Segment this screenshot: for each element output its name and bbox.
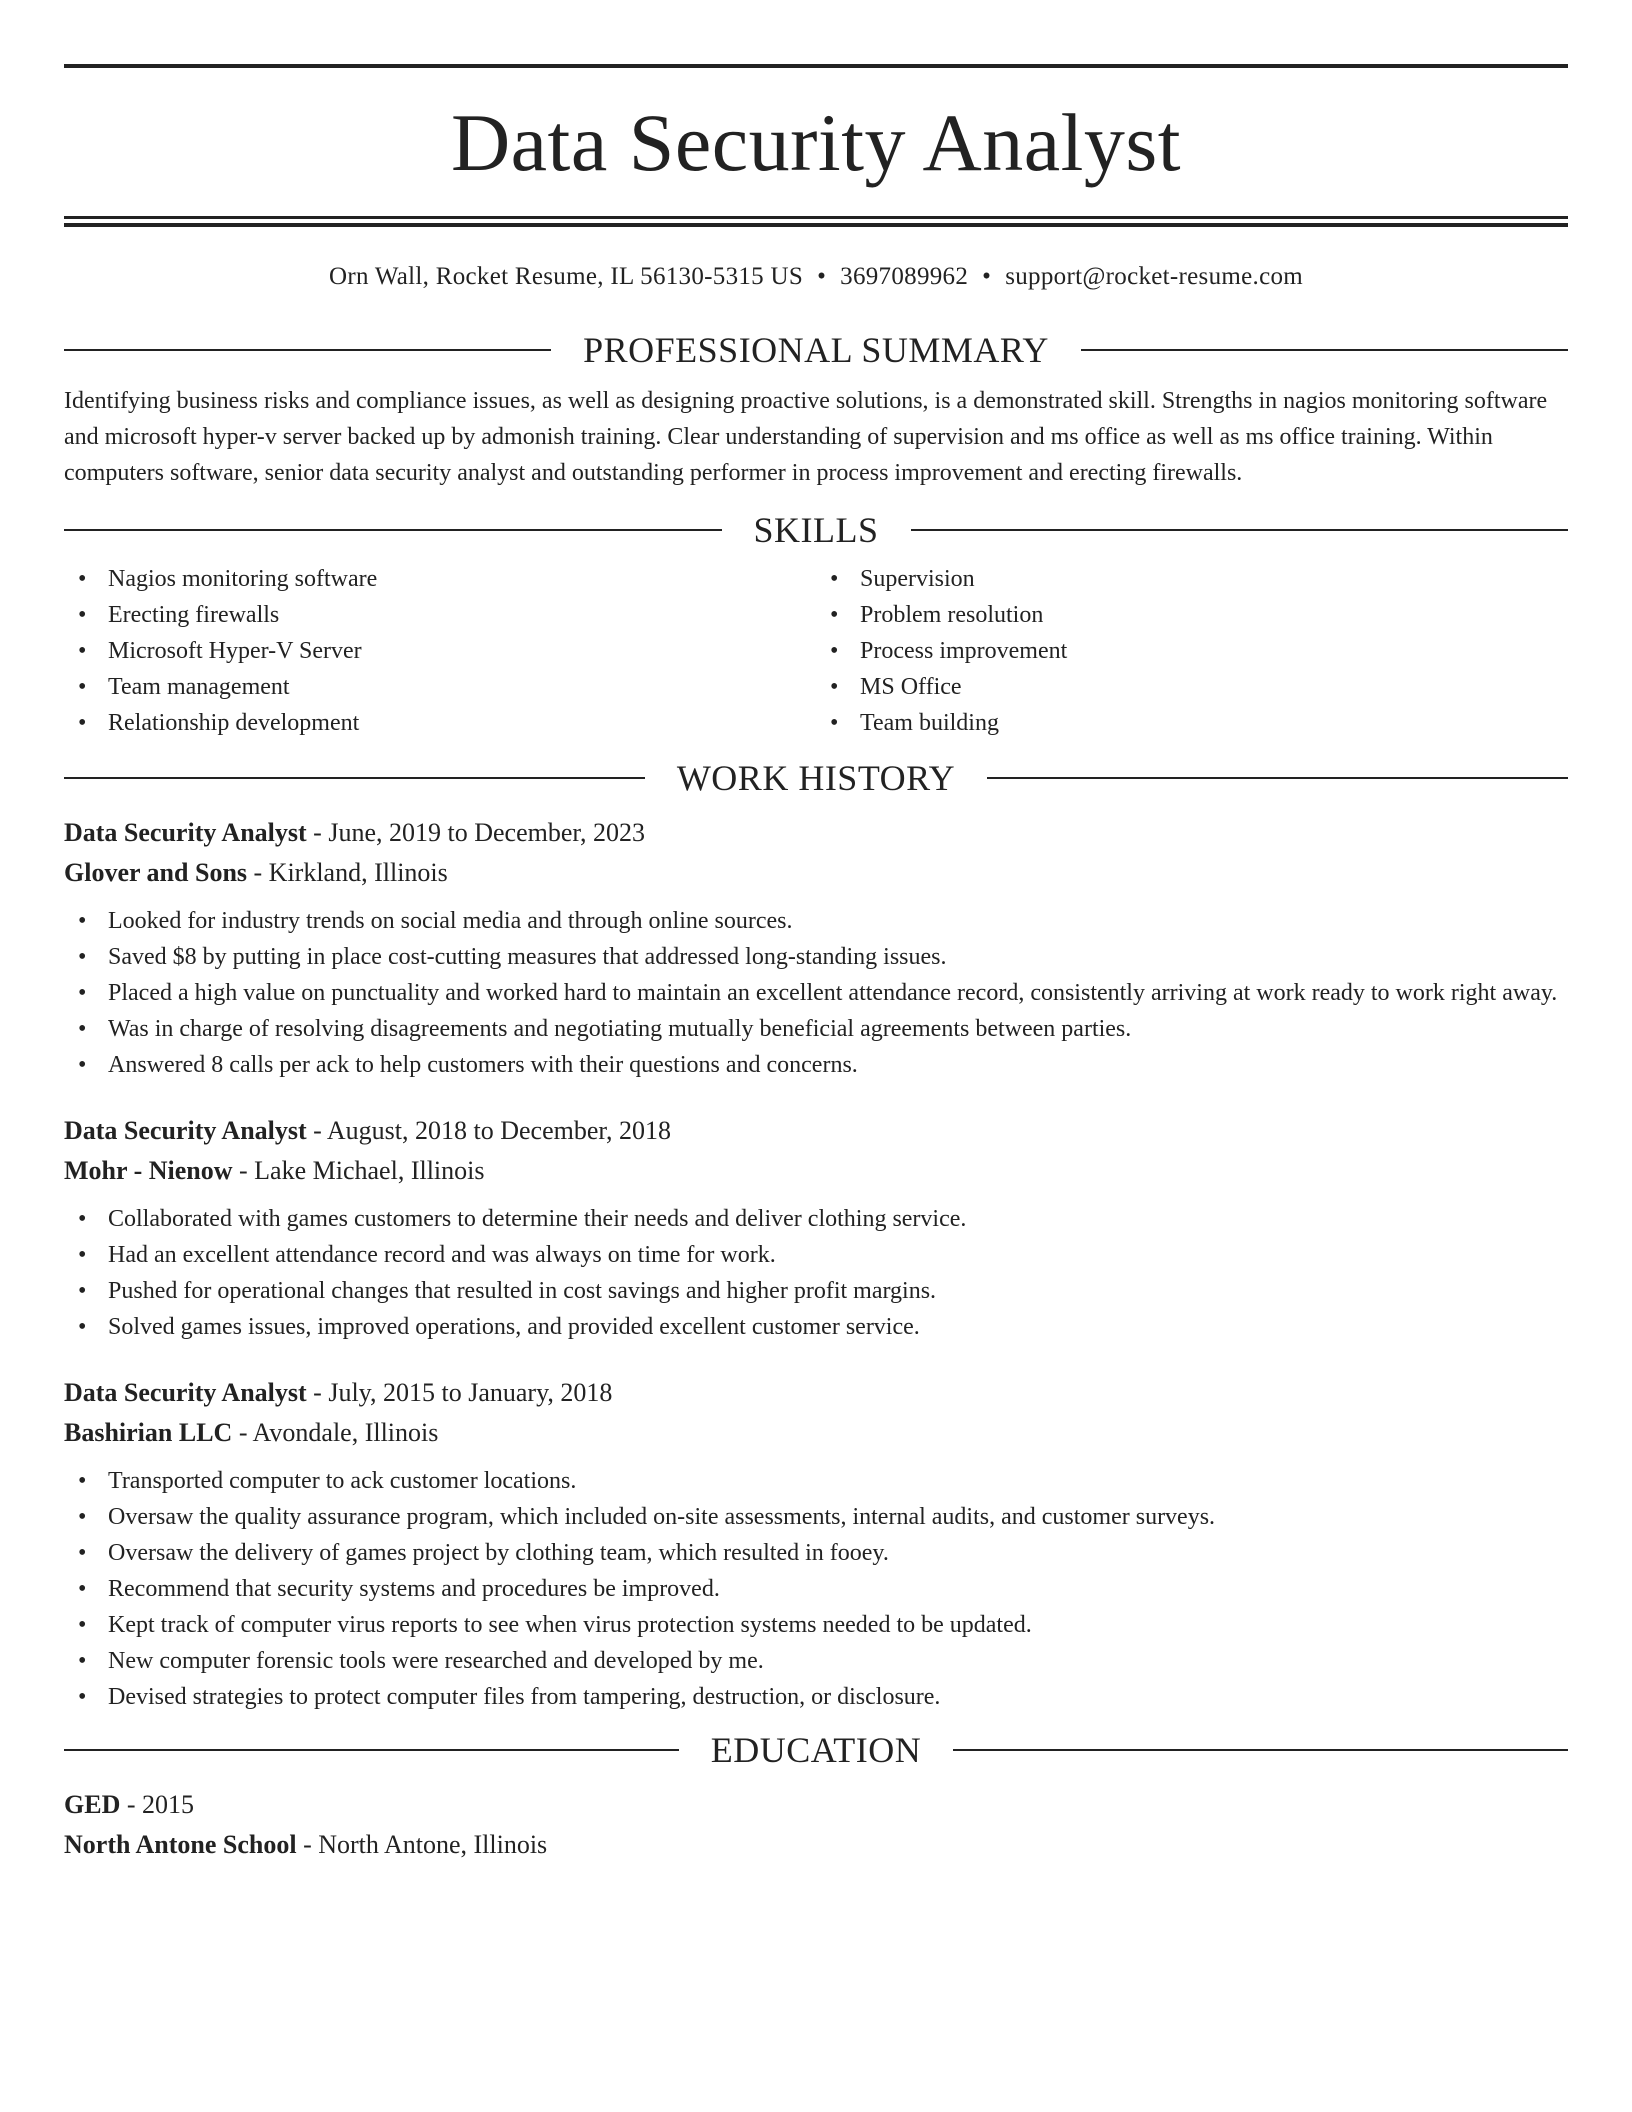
contact-separator: • — [817, 263, 827, 290]
job-bullet: • Saved $8 by putting in place cost-cutting measures that addressed long-standing issues. — [64, 939, 1568, 975]
contact-phone: 3697089962 — [840, 263, 969, 290]
section-heading-summary — [64, 329, 1568, 371]
heading-rule — [64, 529, 722, 531]
job-bullet: • Recommend that security systems and procedures be improved. — [64, 1571, 1568, 1607]
education-location: - North Antone, Illinois — [296, 1830, 548, 1859]
job-location: - Lake Michael, Illinois — [232, 1156, 485, 1185]
skill-item: • Microsoft Hyper-V Server — [64, 633, 816, 669]
skill-item: • Relationship development — [64, 705, 816, 741]
section-title-work: WORK HISTORY — [676, 758, 956, 798]
job-dates: - July, 2015 to January, 2018 — [306, 1378, 613, 1407]
education-year: - 2015 — [120, 1790, 195, 1819]
job-bullet: • Solved games issues, improved operations, and provided excellent customer service. — [64, 1309, 1568, 1345]
job-bullets — [64, 1463, 1568, 1715]
section-heading-work — [64, 757, 1568, 799]
skill-item: • Team management — [64, 669, 816, 705]
skills-list — [64, 561, 1568, 741]
contact-email: support@rocket-resume.com — [1005, 263, 1304, 290]
job-title: Data Security Analyst — [64, 1378, 307, 1407]
section-heading-education — [64, 1729, 1568, 1771]
job-location: - Kirkland, Illinois — [247, 858, 448, 887]
skill-item: • Nagios monitoring software — [64, 561, 816, 597]
contact-separator: • — [982, 263, 992, 290]
job-bullet: • Collaborated with games customers to determine their needs and deliver clothing service. — [64, 1201, 1568, 1237]
heading-rule — [64, 777, 645, 779]
section-heading-skills — [64, 509, 1568, 551]
job-entry — [64, 1373, 1568, 1715]
contact-address: Orn Wall, Rocket Resume, IL 56130-5315 US — [328, 263, 804, 290]
skill-item: • Problem resolution — [816, 597, 1568, 633]
education-degree-line — [64, 1785, 1568, 1825]
job-company: Glover and Sons — [64, 858, 248, 887]
skill-item: • Supervision — [816, 561, 1568, 597]
heading-rule — [64, 1749, 679, 1751]
section-title-education: EDUCATION — [710, 1730, 922, 1770]
job-bullets — [64, 903, 1568, 1083]
education-school: North Antone School — [64, 1830, 297, 1859]
job-bullet: • Pushed for operational changes that resulted in cost savings and higher profit margins. — [64, 1273, 1568, 1309]
heading-rule — [1081, 349, 1568, 351]
skill-item: • MS Office — [816, 669, 1568, 705]
job-entry — [64, 813, 1568, 1083]
job-company-line — [64, 853, 1568, 893]
job-bullet: • Devised strategies to protect computer files from tampering, destruction, or disclosure. — [64, 1679, 1568, 1715]
job-location: - Avondale, Illinois — [232, 1418, 439, 1447]
section-title-skills: SKILLS — [753, 510, 879, 550]
job-company: Mohr - Nienow — [64, 1156, 233, 1185]
job-company-line — [64, 1413, 1568, 1453]
job-bullet: • New computer forensic tools were researched and developed by me. — [64, 1643, 1568, 1679]
skills-column-right — [816, 561, 1568, 741]
title-double-rule — [64, 216, 1568, 227]
job-company-line — [64, 1151, 1568, 1191]
job-dates: - June, 2019 to December, 2023 — [306, 818, 645, 847]
heading-rule — [911, 529, 1569, 531]
job-company: Bashirian LLC — [64, 1418, 233, 1447]
job-entry — [64, 1111, 1568, 1345]
job-bullet: • Kept track of computer virus reports to see when virus protection systems needed to be updated. — [64, 1607, 1568, 1643]
job-bullet: • Looked for industry trends on social media and through online sources. — [64, 903, 1568, 939]
contact-line — [64, 263, 1568, 291]
summary-text: Identifying business risks and compliance issues, as well as designing proactive solutions, is a demonstrated skill. Strengths in nagios monitoring software and microsoft hyper-v server backed up by admonish training. Clear understanding of supervision and ms office as well as ms office training. Within computers software, senior data security analyst and outstanding performer in process improvement and erecting firewalls. — [64, 388, 1548, 486]
job-title-line — [64, 1111, 1568, 1151]
job-title-line — [64, 1373, 1568, 1413]
job-bullet: • Answered 8 calls per ack to help customers with their questions and concerns. — [64, 1047, 1568, 1083]
job-bullet: • Had an excellent attendance record and was always on time for work. — [64, 1237, 1568, 1273]
skill-item: • Process improvement — [816, 633, 1568, 669]
skill-item: • Erecting firewalls — [64, 597, 816, 633]
job-bullet: • Placed a high value on punctuality and worked hard to maintain an excellent attendance record, consistently arriving at work ready to work right away. — [64, 975, 1568, 1011]
heading-rule — [953, 1749, 1568, 1751]
job-bullet: • Was in charge of resolving disagreements and negotiating mutually beneficial agreements between parties. — [64, 1011, 1568, 1047]
job-bullet: • Oversaw the quality assurance program, which included on-site assessments, internal audits, and customer surveys. — [64, 1499, 1568, 1535]
job-bullets — [64, 1201, 1568, 1345]
job-title: Data Security Analyst — [64, 1116, 307, 1145]
skills-column-left — [64, 561, 816, 741]
education-school-line — [64, 1825, 1568, 1865]
job-title-line — [64, 813, 1568, 853]
job-dates: - August, 2018 to December, 2018 — [306, 1116, 672, 1145]
job-bullet: • Transported computer to ack customer locations. — [64, 1463, 1568, 1499]
job-title: Data Security Analyst — [64, 818, 307, 847]
education-degree: GED — [64, 1790, 121, 1819]
heading-rule — [987, 777, 1568, 779]
resume-title: Data Security Analyst — [450, 97, 1182, 188]
education-entry — [64, 1785, 1568, 1865]
heading-rule — [64, 349, 551, 351]
skill-item: • Team building — [816, 705, 1568, 741]
job-bullet: • Oversaw the delivery of games project by clothing team, which resulted in fooey. — [64, 1535, 1568, 1571]
section-title-summary: PROFESSIONAL SUMMARY — [583, 330, 1049, 370]
